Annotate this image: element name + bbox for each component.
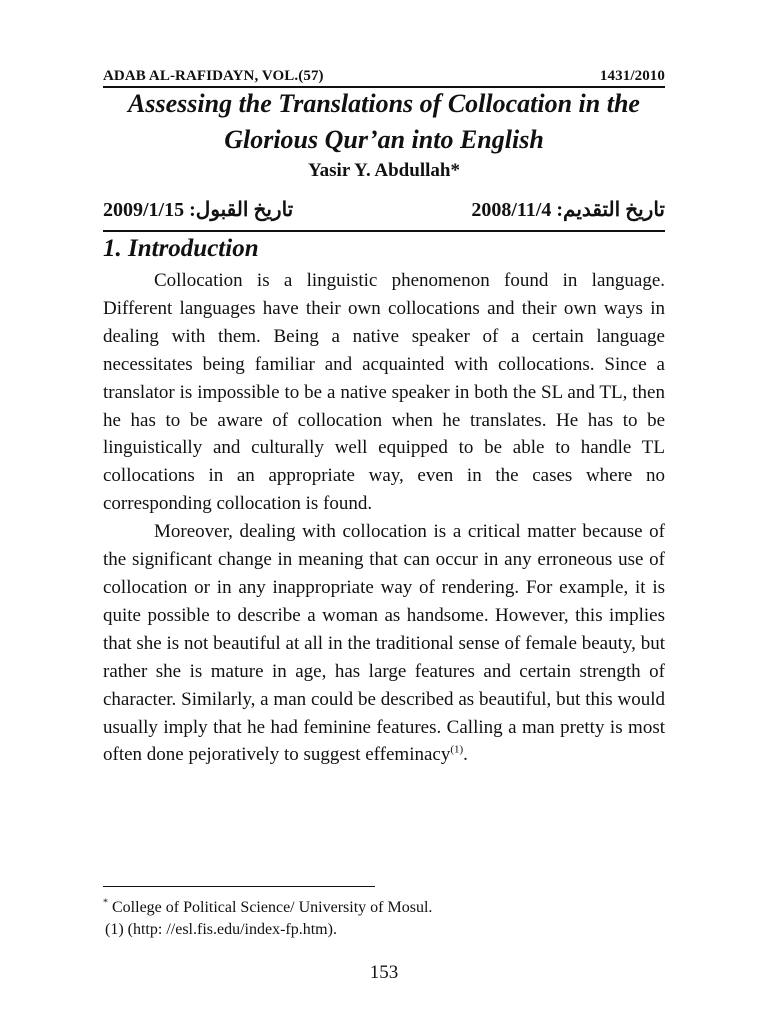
footnote-separator: [103, 886, 375, 887]
acceptance-date: [103, 194, 293, 226]
submission-date-value: 2008/11/4: [471, 199, 552, 221]
body-text: [103, 267, 665, 769]
page-number: 153: [369, 962, 399, 983]
paragraph-2-text: Moreover, dealing with collocation is a critical matter because of the significant change in meaning that can occur in any erroneous use of collocation or in any inappropriate way of rendering. For example, it is quite possible to describe a woman as handsome. However, this implies that she is not beautiful at all in the traditional sense of female beauty, but rather she is mature in age, has large features and certain strength of character. Similarly, a man could be described as beautiful, but this would usually imply that he had feminine features. Calling a man pretty is most often done pejoratively to suggest effeminacy: [103, 521, 665, 766]
running-head: [103, 66, 665, 88]
journal-year: 1431/2010: [599, 68, 665, 84]
footnote-affiliation-text: College of Political Science/ University of Mosul.: [108, 899, 433, 916]
article-title-line-2: Glorious Qur’an into English: [224, 125, 544, 154]
acceptance-date-label: تاريخ القبول:: [189, 199, 294, 221]
submission-date: [471, 194, 665, 226]
article-title-line-1: Assessing the Translations of Collocation in the: [128, 89, 640, 118]
footnotes: [103, 897, 665, 941]
paragraph-2-end: .: [463, 744, 468, 766]
footnote-asterisk: *: [103, 897, 108, 909]
journal-volume: ADAB AL-RAFIDAYN, VOL.(57): [103, 68, 324, 84]
dates-row: [103, 194, 665, 232]
section-heading: 1. Introduction: [103, 235, 259, 262]
journal-page: [103, 0, 665, 1024]
author-name: Yasir Y. Abdullah*: [308, 160, 460, 181]
article-title: [103, 86, 665, 158]
footnote-1: (1) (http: //esl.fis.edu/index-fp.htm).: [105, 921, 337, 938]
submission-date-label: تاريخ التقديم:: [556, 199, 665, 221]
paragraph-1: Collocation is a linguistic phenomenon found in language. Different languages have their own collocations and their own ways in dealing with them. Being a native speaker of a certain language necessitates being familiar and acquainted with collocations. Since a translator is impossible to be a native speaker in both the SL and TL, then he has to be aware of collocation when he translates. He has to be linguistically and culturally well equipped to be able to handle TL collocations in an appropriate way, even in the cases where no corresponding collocation is found.: [103, 270, 665, 515]
paragraph-2: [103, 518, 665, 769]
footnote-reference: (1): [450, 744, 464, 757]
acceptance-date-value: 2009/1/15: [103, 199, 185, 221]
footnote-affiliation: [103, 897, 665, 919]
